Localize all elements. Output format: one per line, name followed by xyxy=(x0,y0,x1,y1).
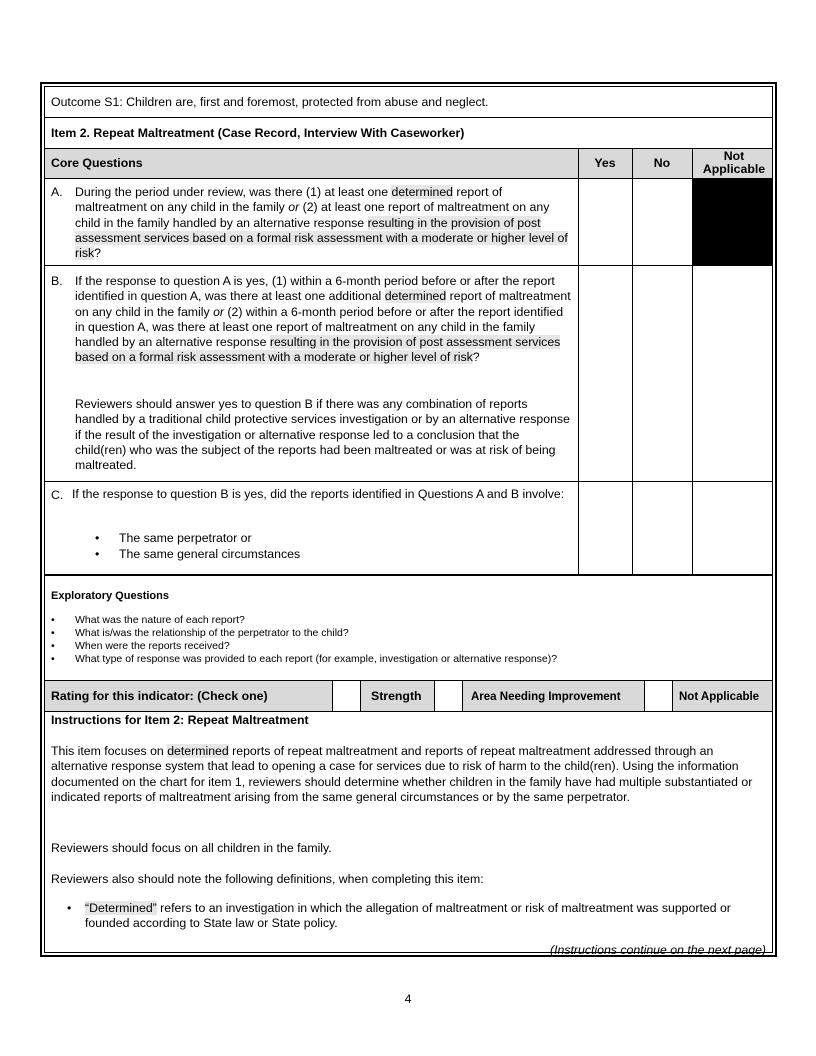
question-a-letter: A. xyxy=(51,185,63,199)
question-b-na-cell[interactable] xyxy=(692,266,772,481)
question-b-yes-cell[interactable] xyxy=(578,266,632,481)
no-heading: No xyxy=(653,156,671,170)
exploratory-item: • When were the reports received? xyxy=(51,640,557,653)
form-inner xyxy=(44,86,773,957)
strength-label: Strength xyxy=(371,689,422,703)
exploratory-item: • What type of response was provided to each report (for example, investigation or alternative response)? xyxy=(51,653,557,666)
core-header-row xyxy=(45,149,772,179)
exploratory-title: Exploratory Questions xyxy=(51,590,169,602)
na-heading xyxy=(692,150,776,176)
question-a-text: During the period under review, was there (1) at least one determined report of maltreatment on any child in the family or (2) at least one report of maltreatment on any child in the family handled by an alternative response resulting in the provision of post assessment services based on a formal risk assessment with a moderate or higher level of risk? xyxy=(75,185,568,261)
instructions-continue-note: (Instructions continue on the next page) xyxy=(549,943,766,957)
question-c-row xyxy=(45,482,772,576)
form-frame xyxy=(40,82,777,957)
question-b-row xyxy=(45,266,772,482)
instructions-section xyxy=(45,712,772,957)
question-a-yes-cell[interactable] xyxy=(578,179,632,265)
item-title: Item 2. Repeat Maltreatment (Case Record, Interview With Caseworker) xyxy=(51,126,465,140)
question-b-text: If the response to question A is yes, (1) within a 6-month period before or after the report identified in question A, was there at least one additional determined report of maltreatment on any child in the family or (2) within a 6-month period before or after the report identified in question A, was there at least one report of maltreatment on any child in the family handled by an alternative response resulting in the provision of post assessment services based on a formal risk assessment with a moderate or higher level of risk? xyxy=(75,274,571,365)
anti-checkbox[interactable] xyxy=(434,681,463,711)
yes-heading: Yes xyxy=(594,156,616,170)
instructions-paragraph-1: This item focuses on determined reports of repeat maltreatment and reports of repeat maltreatment addressed through an alternative response system that lead to opening a case for services due to risk of harm to the child(ren). Using the information documented on the chart for item 1, reviewers should determine whether children in the family have had multiple substantiated or indicated reports of maltreatment arising from the same general circumstances or by the same perpetrator. xyxy=(51,744,753,804)
question-c-letter: C. xyxy=(51,488,64,502)
question-a-na-blocked-cell xyxy=(692,179,772,265)
question-c-bullet-2: • The same general circumstances xyxy=(95,546,300,562)
anti-label: Area Needing Improvement xyxy=(471,691,621,703)
question-c-bullet-1: • The same perpetrator or xyxy=(95,530,300,546)
question-b-note: Reviewers should answer yes to question B if there was any combination of reports handled by a traditional child protective services investigation or by an alternative response if the result of the investigation or alternative response led to a conclusion that the child(ren) who was the subject of the reports had been maltreated or was at risk of being maltreated. xyxy=(75,397,570,473)
question-c-no-cell[interactable] xyxy=(632,482,692,574)
question-c-text: If the response to question B is yes, did the reports identified in Questions A and B involve: xyxy=(72,487,565,501)
question-b-no-cell[interactable] xyxy=(632,266,692,481)
core-questions-heading: Core Questions xyxy=(51,156,143,170)
question-c-yes-cell[interactable] xyxy=(578,482,632,574)
question-c-bullets xyxy=(95,530,300,562)
exploratory-row xyxy=(45,576,772,681)
strength-checkbox[interactable] xyxy=(332,681,361,711)
definition-determined: • “Determined” refers to an investigation in which the allegation of maltreatment or risk of maltreatment was supported or founded according to State law or State policy. xyxy=(67,901,771,932)
question-a-row xyxy=(45,179,772,266)
definitions-list xyxy=(67,901,771,932)
na-checkbox[interactable] xyxy=(644,681,673,711)
na-heading-line2: Applicable xyxy=(702,162,766,176)
question-c-na-cell[interactable] xyxy=(692,482,772,574)
na-heading-line1: Not xyxy=(723,149,745,163)
rating-label: Rating for this indicator: (Check one) xyxy=(51,689,268,703)
question-a-no-cell[interactable] xyxy=(632,179,692,265)
instructions-paragraph-3: Reviewers also should note the following definitions, when completing this item: xyxy=(51,872,484,886)
instructions-paragraph-2: Reviewers should focus on all children in the family. xyxy=(51,841,332,855)
na-label: Not Applicable xyxy=(679,691,760,703)
rating-row xyxy=(45,681,772,712)
exploratory-item: • What is/was the relationship of the perpetrator to the child? xyxy=(51,627,557,640)
question-b-letter: B. xyxy=(51,274,63,288)
exploratory-list xyxy=(51,614,557,666)
exploratory-item: • What was the nature of each report? xyxy=(51,614,557,627)
outcome-text: Outcome S1: Children are, first and foremost, protected from abuse and neglect. xyxy=(51,95,489,109)
page-number: 4 xyxy=(404,992,412,1006)
instructions-title: Instructions for Item 2: Repeat Maltreatment xyxy=(51,713,309,727)
item-title-row xyxy=(45,118,772,149)
outcome-row xyxy=(45,87,772,118)
